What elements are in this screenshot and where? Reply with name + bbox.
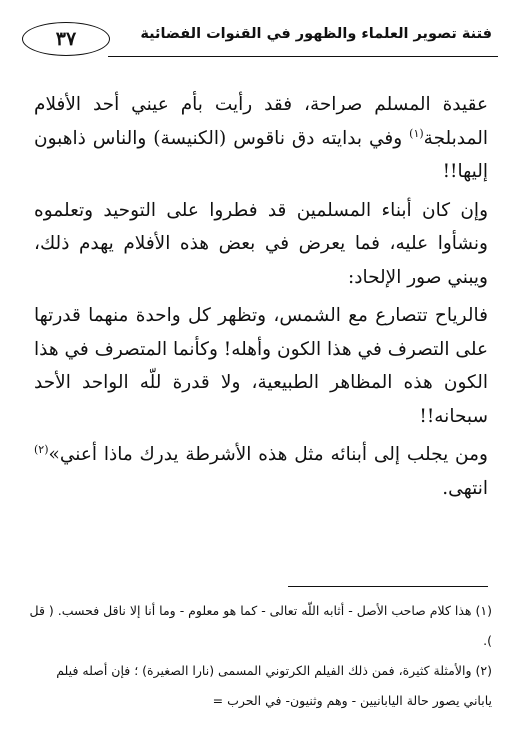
page-number <box>22 22 110 56</box>
running-title: فتنة تصوير العلماء والظهور في القنوات الفضائية <box>140 26 492 42</box>
paragraph-text: وفي بدايته دق ناقوس (الكنيسة) والناس ذاهبون إليها!! <box>34 127 488 182</box>
footnote-text: هذا كلام صاحب الأصل - أثابه اللّه تعالى - كما هو معلوم - وما أنا إلا ناقل فحسب. ( قل ). <box>29 603 492 648</box>
footnote-separator <box>288 586 488 587</box>
page-number-text: ٣٧ <box>55 28 77 50</box>
footnote-2 <box>24 656 492 716</box>
footnote-reference-1[interactable]: (١) <box>409 126 424 140</box>
footnote-1 <box>24 596 492 656</box>
paragraph: فالرياح تتصارع مع الشمس، وتظهر كل واحدة منهما قدرتها على التصرف في هذا الكون وأهله! وكأنما المتصرف في هذا الكون هذه المظاهر الطبيعية، ولا قدرة للّه الواحد الأحد سبحانه!! <box>34 305 488 427</box>
footnote-marker: (١) <box>475 603 492 618</box>
body-text <box>34 88 488 510</box>
header-rule <box>108 56 498 57</box>
footnote-text: والأمثلة كثيرة، فمن ذلك الفيلم الكرتوني المسمى (نارا الصغيرة) ؛ فإن أصله فيلم ياباني يصور حالة اليابانيين - وهم وثنيون- في الحرب = <box>56 663 492 708</box>
footnotes <box>24 596 492 716</box>
paragraph-text: ومن يجلب إلى أبنائه مثل هذه الأشرطة يدرك ماذا أعني» <box>48 444 488 465</box>
footnote-reference-2[interactable]: (٢) <box>34 442 49 456</box>
page-header <box>20 18 498 58</box>
paragraph-text: عقيدة المسلم صراحة، فقد رأيت بأم عيني أحد الأفلام المدبلجة <box>34 94 488 149</box>
paragraph-text: انتهى. <box>442 477 488 499</box>
paragraph: وإن كان أبناء المسلمين قد فطروا على التوحيد وتعلموه ونشأوا عليه، فما يعرض في بعض هذه الأفلام يهدم ذلك، ويبني صور الإلحاد: <box>34 199 488 288</box>
paragraph <box>34 438 488 505</box>
footnote-marker: (٢) <box>475 663 492 678</box>
paragraph <box>34 88 488 189</box>
